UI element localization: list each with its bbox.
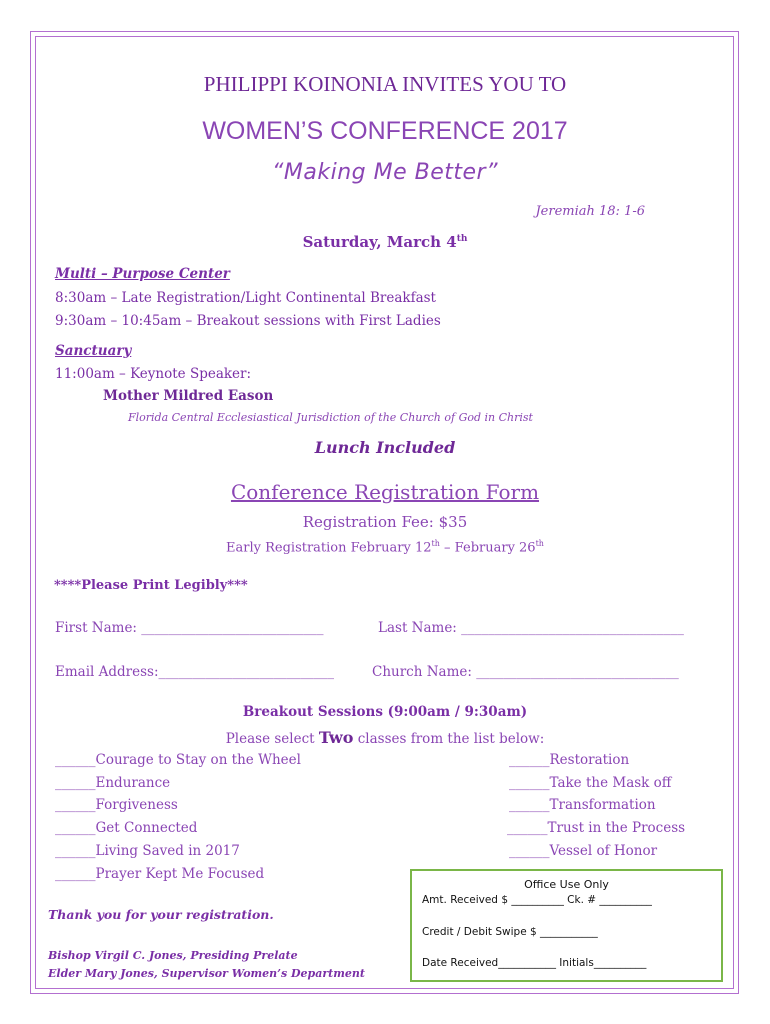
session-option-left-3[interactable]: ______Forgiveness [55, 797, 178, 813]
session-option-left-1[interactable]: ______Courage to Stay on the Wheel [55, 752, 301, 768]
form-title: Conference Registration Form [230, 480, 540, 504]
early-end-suffix: th [535, 539, 544, 548]
early-registration-end: – February 26 [439, 540, 536, 556]
event-title: WOMEN’S CONFERENCE 2017 [202, 117, 568, 145]
office-use-title: Office Use Only [524, 878, 609, 891]
schedule-item-3: 11:00am – Keynote Speaker: [55, 366, 252, 382]
location-multipurpose: Multi – Purpose Center [55, 266, 230, 282]
location-sanctuary: Sanctuary [55, 343, 132, 359]
print-legibly-note: ****Please Print Legibly*** [54, 578, 248, 593]
keynote-speaker: Mother Mildred Eason [103, 388, 274, 404]
lunch-note: Lunch Included [314, 438, 456, 457]
session-option-right-2[interactable]: ______Take the Mask off [509, 775, 672, 791]
invite-heading: PHILIPPI KOINONIA INVITES YOU TO [203, 72, 567, 96]
signature-presiding-prelate: Bishop Virgil C. Jones, Presiding Prelate [48, 949, 298, 962]
schedule-item-1: 8:30am – Late Registration/Light Continental Breakfast [55, 290, 436, 306]
last-name-field[interactable]: Last Name: _________________________________ [378, 620, 684, 636]
breakout-title: Breakout Sessions (9:00am / 9:30am) [242, 704, 528, 720]
breakout-instruction [0, 728, 770, 747]
session-option-right-5[interactable]: ______Vessel of Honor [509, 843, 658, 859]
session-option-left-5[interactable]: ______Living Saved in 2017 [55, 843, 240, 859]
instruction-count: Two [318, 728, 354, 747]
speaker-affiliation: Florida Central Ecclesiastical Jurisdiction of the Church of God in Christ [128, 411, 533, 424]
early-start-suffix: th [431, 539, 440, 548]
early-registration-start: Early Registration February 12 [226, 540, 432, 556]
instruction-start: Please select [225, 731, 319, 747]
registration-fee: Registration Fee: $35 [302, 513, 468, 531]
event-date [0, 233, 770, 251]
session-option-left-6[interactable]: ______Prayer Kept Me Focused [55, 866, 265, 882]
event-date-text: Saturday, March 4 [302, 233, 457, 251]
session-option-right-4[interactable]: ______Trust in the Process [507, 820, 686, 836]
church-name-field[interactable]: Church Name: ______________________________ [372, 664, 679, 680]
scripture-reference: Jeremiah 18: 1-6 [535, 204, 645, 219]
office-amount-received[interactable]: Amt. Received $ __________ Ck. # __________ [422, 894, 652, 906]
session-option-right-3[interactable]: ______Transformation [509, 797, 656, 813]
thank-you-note: Thank you for your registration. [48, 907, 274, 922]
instruction-end: classes from the list below: [353, 731, 545, 747]
early-registration [0, 539, 770, 555]
office-use-box [410, 869, 723, 982]
schedule-item-2: 9:30am – 10:45am – Breakout sessions with First Ladies [55, 313, 441, 329]
office-date-initials[interactable]: Date Received___________ Initials__________ [422, 957, 647, 969]
theme-title: “Making Me Better” [272, 160, 498, 185]
office-card-swipe[interactable]: Credit / Debit Swipe $ ___________ [422, 926, 598, 938]
first-name-field[interactable]: First Name: ___________________________ [55, 620, 324, 636]
session-option-left-2[interactable]: ______Endurance [55, 775, 171, 791]
session-option-left-4[interactable]: ______Get Connected [55, 820, 198, 836]
signature-supervisor: Elder Mary Jones, Supervisor Women’s Department [48, 967, 365, 980]
session-option-right-1[interactable]: ______Restoration [509, 752, 630, 768]
event-date-suffix: th [456, 234, 468, 244]
email-field[interactable]: Email Address:__________________________ [55, 664, 335, 680]
